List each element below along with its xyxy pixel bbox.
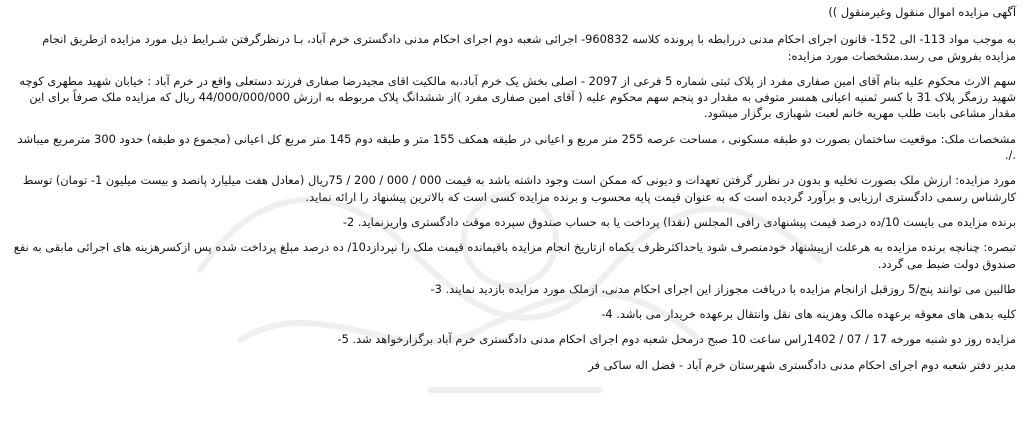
signature-line: مدیر دفتر شعبه دوم اجرای احکام مدنی دادگستری شهرستان خرم آباد - فضل اله ساکی فر [588, 357, 1016, 372]
announcement-title: آگهی مزایده اموال منقول وغیرمنقول )) [828, 5, 1016, 19]
inheritance-share-paragraph: سهم الارث محکوم علیه بنام آقای امین صفاری مفرد از پلاک ثبتی شماره 5 فرعی از 2097 - اصلی بخش یک خرم آباد،به مالکیت اقای مجیدرضا صفاری فرزند دستعلی واقع در خرم آباد : خیابان شهید مطهری کوچه شهید رزمگر پلاک 31 با کسر ثمنیه اعیانی همسر متوفی به مقدار دو پنجم سهم محکوم علیه ( آقای امین صفاری مفرد )از ششدانگ پلاک مربوطه به ارزش 44/000/000/000 ریال که مزایده ملک صرفاً برای این مقدار مشاعی بابت طلب مهریه خانم لعبت شهبازی برگزار میشود. [19, 73, 1016, 121]
valuation-paragraph: مورد مزایده: ارزش ملک بصورت تخلیه و بدون در نظرر گرفتن تعهدات و دیونی که ممکن است وجود داشته باشد به قیمت 000 / 000 / 200 / 75ریال (معادل هفت میلیارد پانصد و بیست میلیون 1- تومان) توسط کارشناس رسمی دادگستری ارزیابی و برآورد گردیده است که به عنوان قیمت پایه محسوب و برنده مزایده کسی است که بالاترین پیشنهاد را ارائه نماید. [22, 173, 1016, 204]
auction-date-paragraph: مزایده روز دو شنبه مورخه 17 / 07 / 1402راس ساعت 10 صبح درمحل شعبه دوم اجرای احکام مدنی دادگستری خرم آباد برگزارخواهد شد. 5- [337, 332, 1016, 347]
debts-paragraph: کلیه بدهی های معوقه برعهده مالک وهزینه های نقل وانتقال برعهده خریدار می باشد. 4- [601, 307, 1016, 322]
announcement-document [8, 4, 1016, 373]
intro-paragraph: به موجب مواد 113- الی 152- قانون اجرای احکام مدنی دررابطه با پرونده کلاسه 960832- اجرائی شعبه دوم اجرای احکام مدنی دادگستری خرم آباد، بـا درنظرگرفتن شـرایط ذیل مورد مزایده ازطریق انجام مزایده بفروش می رسد.مشخصات مورد مزایده: [42, 32, 1016, 63]
note-paragraph: تبصره: چنانچه برنده مزایده به هرعلت ازپیشنهاد خودمنصرف شود یاحداکثرظرف یکماه ازتاریخ انجام مزایده باقیمانده قیمت ملک را نپردازد10/ ده درصد مبلغ پرداخت شده پس ازکسرهزینه های اجرائی مابقی به نفع صندوق دولت ضبط می گردد. [13, 240, 1016, 271]
deposit-paragraph: برنده مزایده می بایست 10/ده درصد قیمت پیشنهادی رافی المجلس (نقدا) پرداخت یا به حساب صندوق سپرده موقت دادگستری واریزنماید. 2- [342, 214, 1016, 229]
visit-paragraph: طالبین می توانند پنج/5 روزقبل ازانجام مزایده با دریافت مجوزاز این اجرای احکام مدنی، ازملک مورد مزایده بازدید نمایند. 3- [430, 281, 1016, 296]
property-specs-paragraph: مشخصات ملک: موقعیت ساختمان بصورت دو طبقه مسکونی ، مساحت عرصه 255 متر مربع و اعیانی در طبقه همکف 155 متر و طبقه دوم 145 متر مربع کل اعیانی (مجموع دو طبقه) حدود 300 مترمربع میباشد ./. [17, 131, 1016, 163]
